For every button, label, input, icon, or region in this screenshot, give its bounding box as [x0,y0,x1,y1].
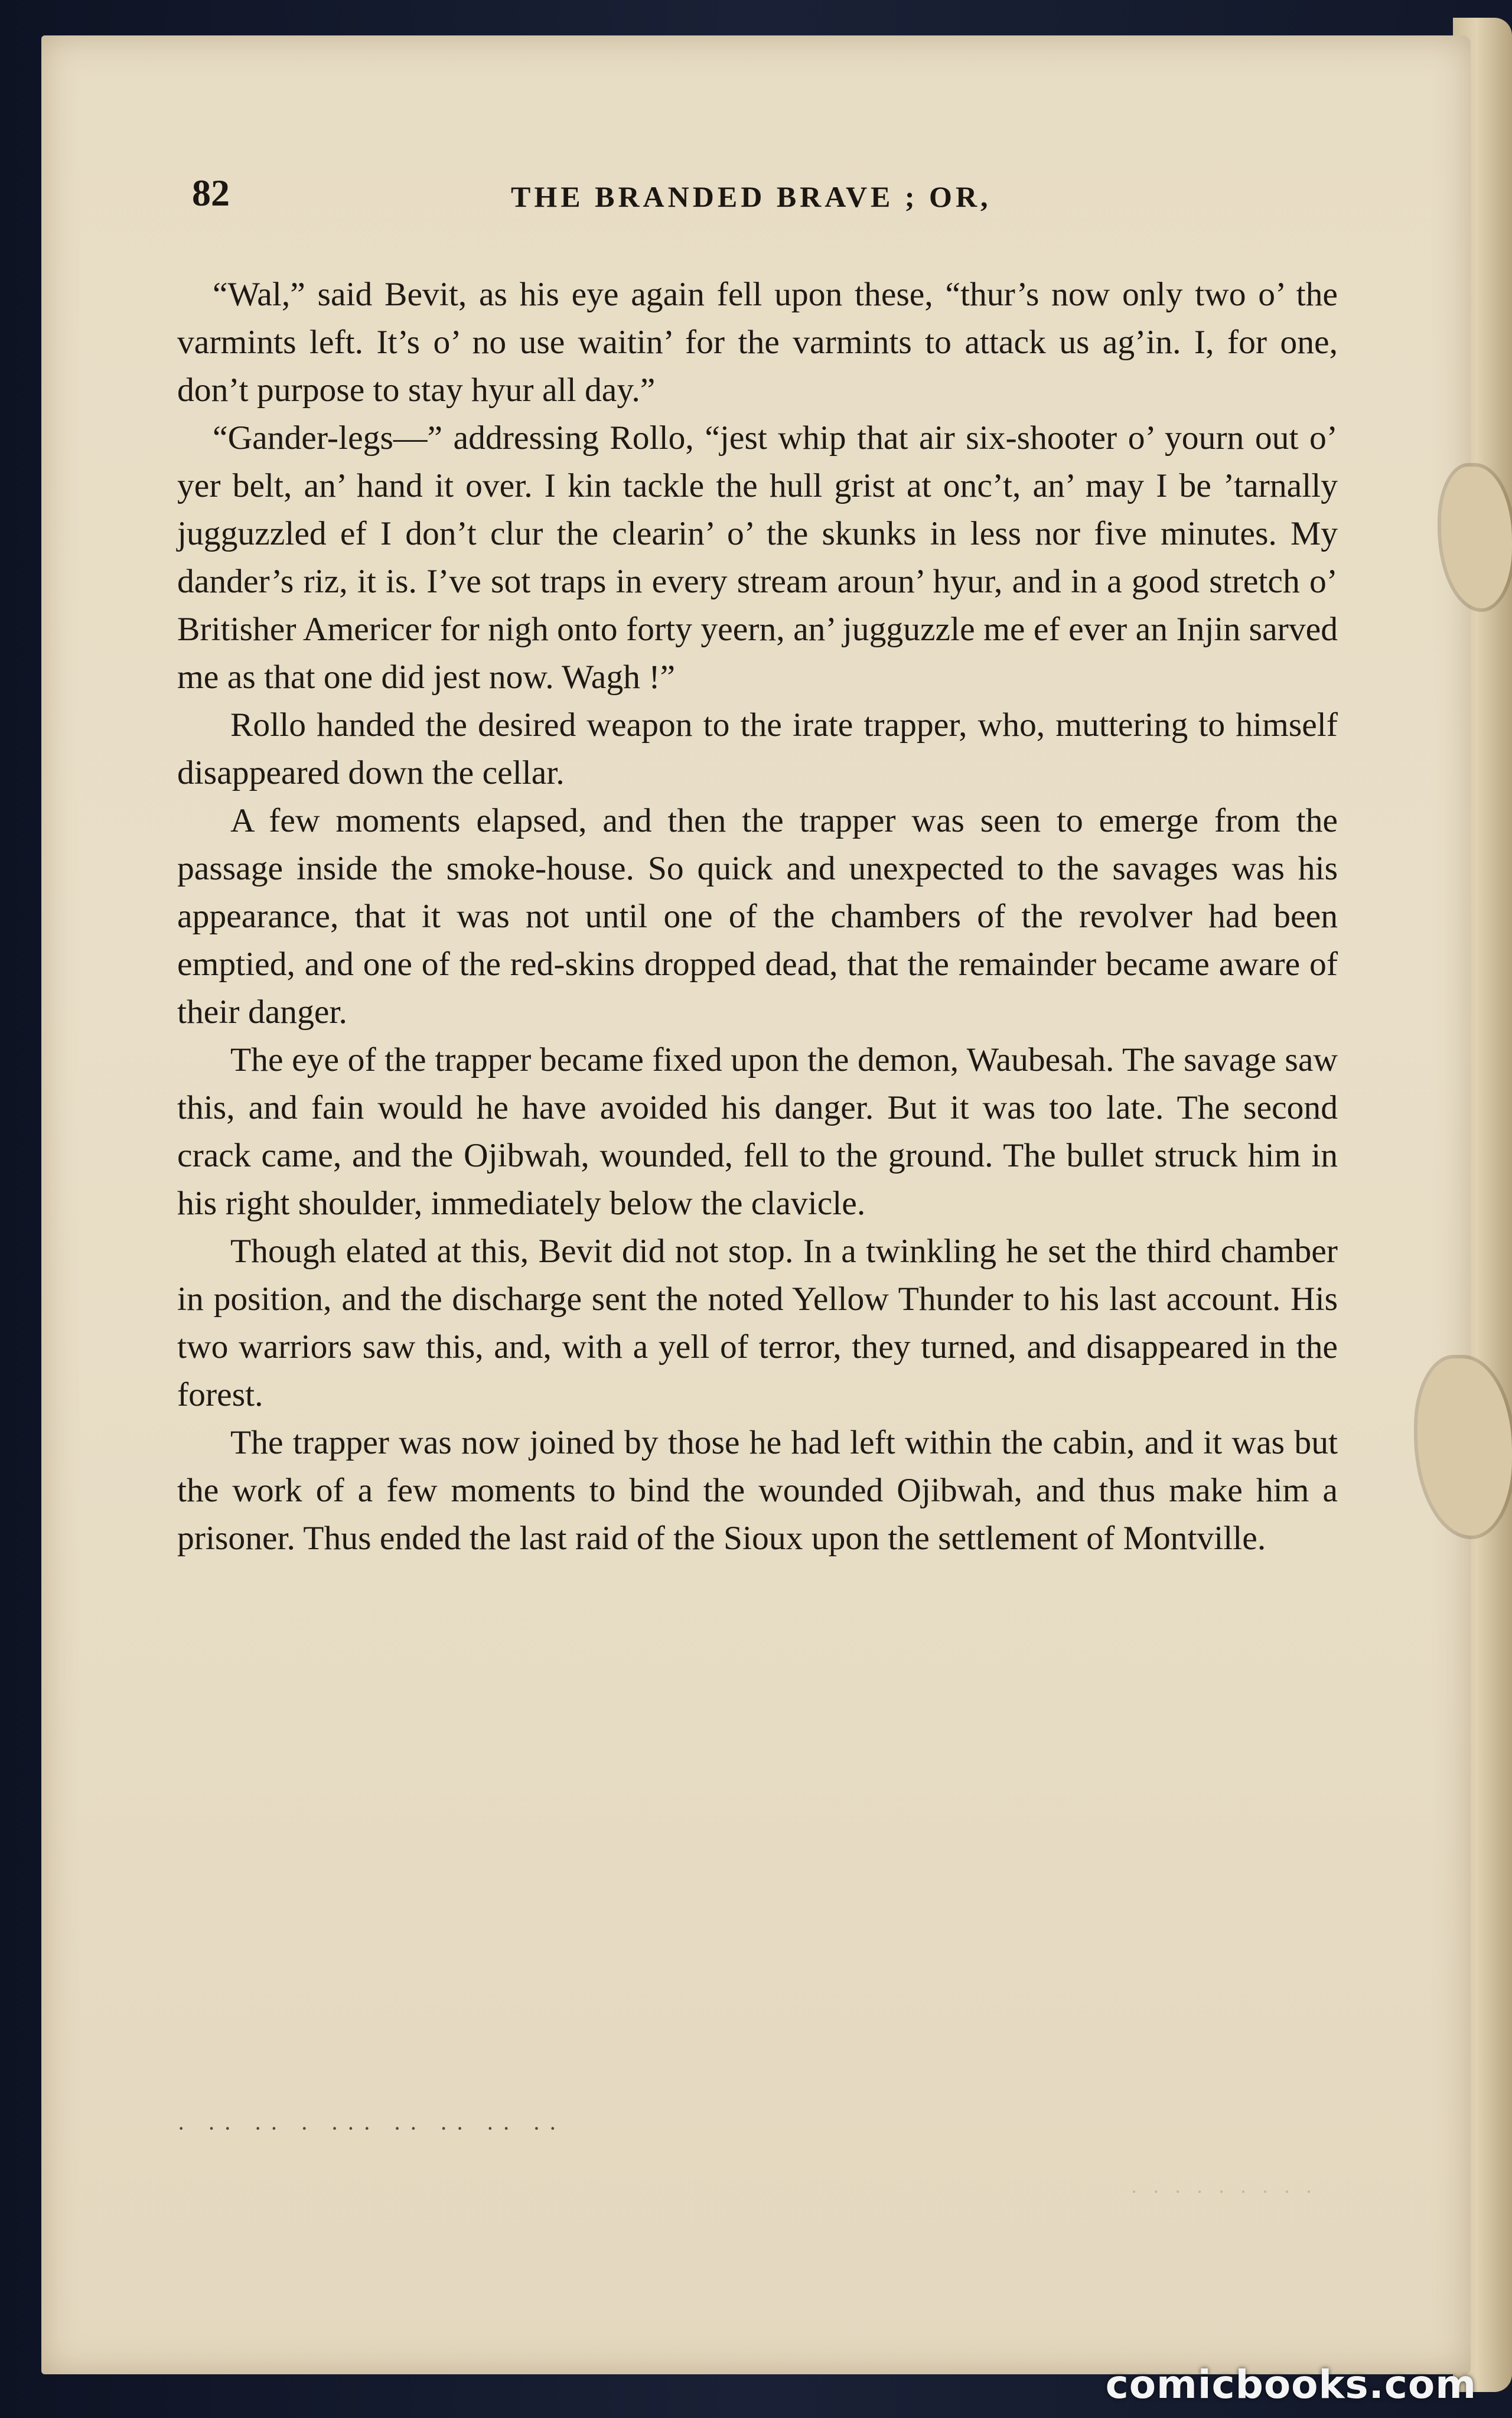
paragraph-5: The eye of the trapper became fixed upon the demon, Waubesah. The savage saw this, and fain would he have avoided his danger. But it was too late. The second crack came, and the Ojibwah, wounded, fell to the ground. The bullet struck him in his right shoulder, immediately below the clavicle. [177,1041,1338,1222]
paragraph-2: “Gander-legs—” addressing Rollo, “jest whip that air six-shooter o’ yourn out o’ yer belt, an’ hand it over. I kin tackle the hull grist at onc’t, an’ may I be ’tarnally jugguzzled ef I don’t clur the clearin’ o’ the skunks in less nor five minutes. My dander’s riz, it is. I’ve sot traps in every stream aroun’ hyur, and in a good stretch o’ Britisher Americer for nigh onto forty yeern, an’ jugguzzle me ef ever an Injin sarved me as that one did jest now. Wagh !” [177,419,1338,696]
paragraph-3: Rollo handed the desired weapon to the irate trapper, who, muttering to himself disappeared down the cellar. [177,706,1338,791]
page-header [192,171,1344,224]
running-head: THE BRANDED BRAVE ; OR, [511,180,992,213]
page-number: 82 [192,172,230,214]
site-watermark: comicbooks.com [1105,2362,1477,2407]
paragraph-7: The trapper was now joined by those he had left within the cabin, and it was but the work of a few moments to bind the wounded Ojibwah, and thus make him a prisoner. Thus ended the last raid of the Sioux upon the settlement of Montville. [177,1424,1338,1557]
ink-specks: · ·· ·· · ··· ·· ·· ·· ·· [177,2115,565,2142]
body-text [177,271,1338,1562]
paragraph-6: Though elated at this, Bevit did not stop. In a twinkling he set the third chamber in position, and the discharge sent the noted Yellow Thunder to his last account. His two warriors saw this, and, with a yell of terror, they turned, and disappeared in the forest. [177,1233,1338,1413]
paragraph-1: “Wal,” said Bevit, as his eye again fell upon these, “thur’s now only two o’ the varmints left. It’s o’ no use waitin’ for the varmints to attack us ag’in. I, for one, don’t purpose to stay hyur all day.” [177,276,1338,409]
paragraph-4: A few moments elapsed, and then the trapper was seen to emerge from the passage inside the smoke-house. So quick and unexpected to the savages was his appearance, that it was not until one of the chambers of the revolver had been emptied, and one of the red-skins dropped dead, that the remainder became aware of their danger. [177,802,1338,1031]
bleed-through-marks: · · · · · · · · · [1130,2180,1317,2204]
